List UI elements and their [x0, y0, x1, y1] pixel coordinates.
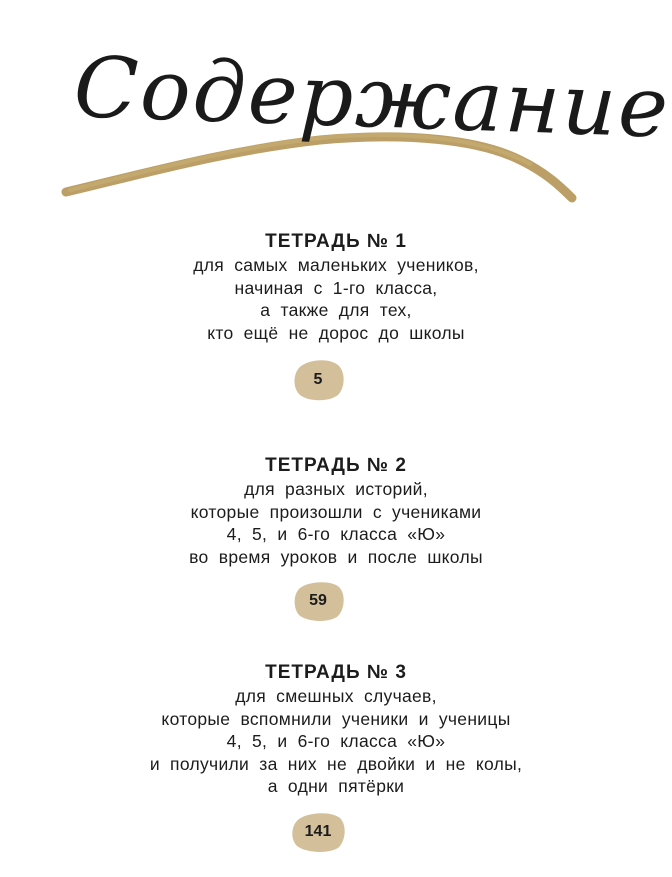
notebook-description-line: и получили за них не двойки и не колы,: [149, 753, 523, 774]
contents-title: Содержание: [72, 38, 672, 157]
page-number-badge-1[interactable]: [291, 358, 345, 402]
notebook-section-1: [0, 230, 672, 344]
notebook-section-2: [0, 454, 672, 568]
notebook-section-3: [0, 661, 672, 798]
notebook-description-line: для разных историй,: [244, 479, 428, 499]
notebook-description-line: 4, 5, и 6-го класса «Ю»: [226, 524, 446, 544]
page-number-badge-2[interactable]: [291, 579, 345, 623]
notebook-description-line: во время уроков и после школы: [189, 546, 483, 567]
notebook-title: ТЕТРАДЬ № 3: [265, 662, 407, 683]
notebook-description-line: а одни пятёрки: [267, 776, 405, 796]
page-number: 141: [304, 823, 332, 840]
notebook-title: ТЕТРАДЬ № 2: [265, 455, 407, 476]
page-number-badge-3[interactable]: [289, 810, 347, 854]
notebook-description-line: для смешных случаев,: [235, 686, 437, 706]
notebook-description-line: для самых маленьких учеников,: [193, 255, 479, 275]
page-number: 59: [309, 592, 327, 609]
notebook-description-line: а также для тех,: [260, 300, 412, 320]
notebook-description-line: кто ещё не дорос до школы: [207, 322, 465, 343]
notebook-description-line: 4, 5, и 6-го класса «Ю»: [226, 731, 446, 751]
notebook-description-line: начиная с 1-го класса,: [234, 277, 438, 298]
notebook-description-line: которые произошли с учениками: [190, 501, 482, 522]
page-number: 5: [313, 371, 323, 388]
contents-heading: [0, 0, 672, 220]
notebook-description-line: которые вспомнили ученики и ученицы: [161, 708, 511, 729]
notebook-title: ТЕТРАДЬ № 1: [265, 231, 407, 252]
